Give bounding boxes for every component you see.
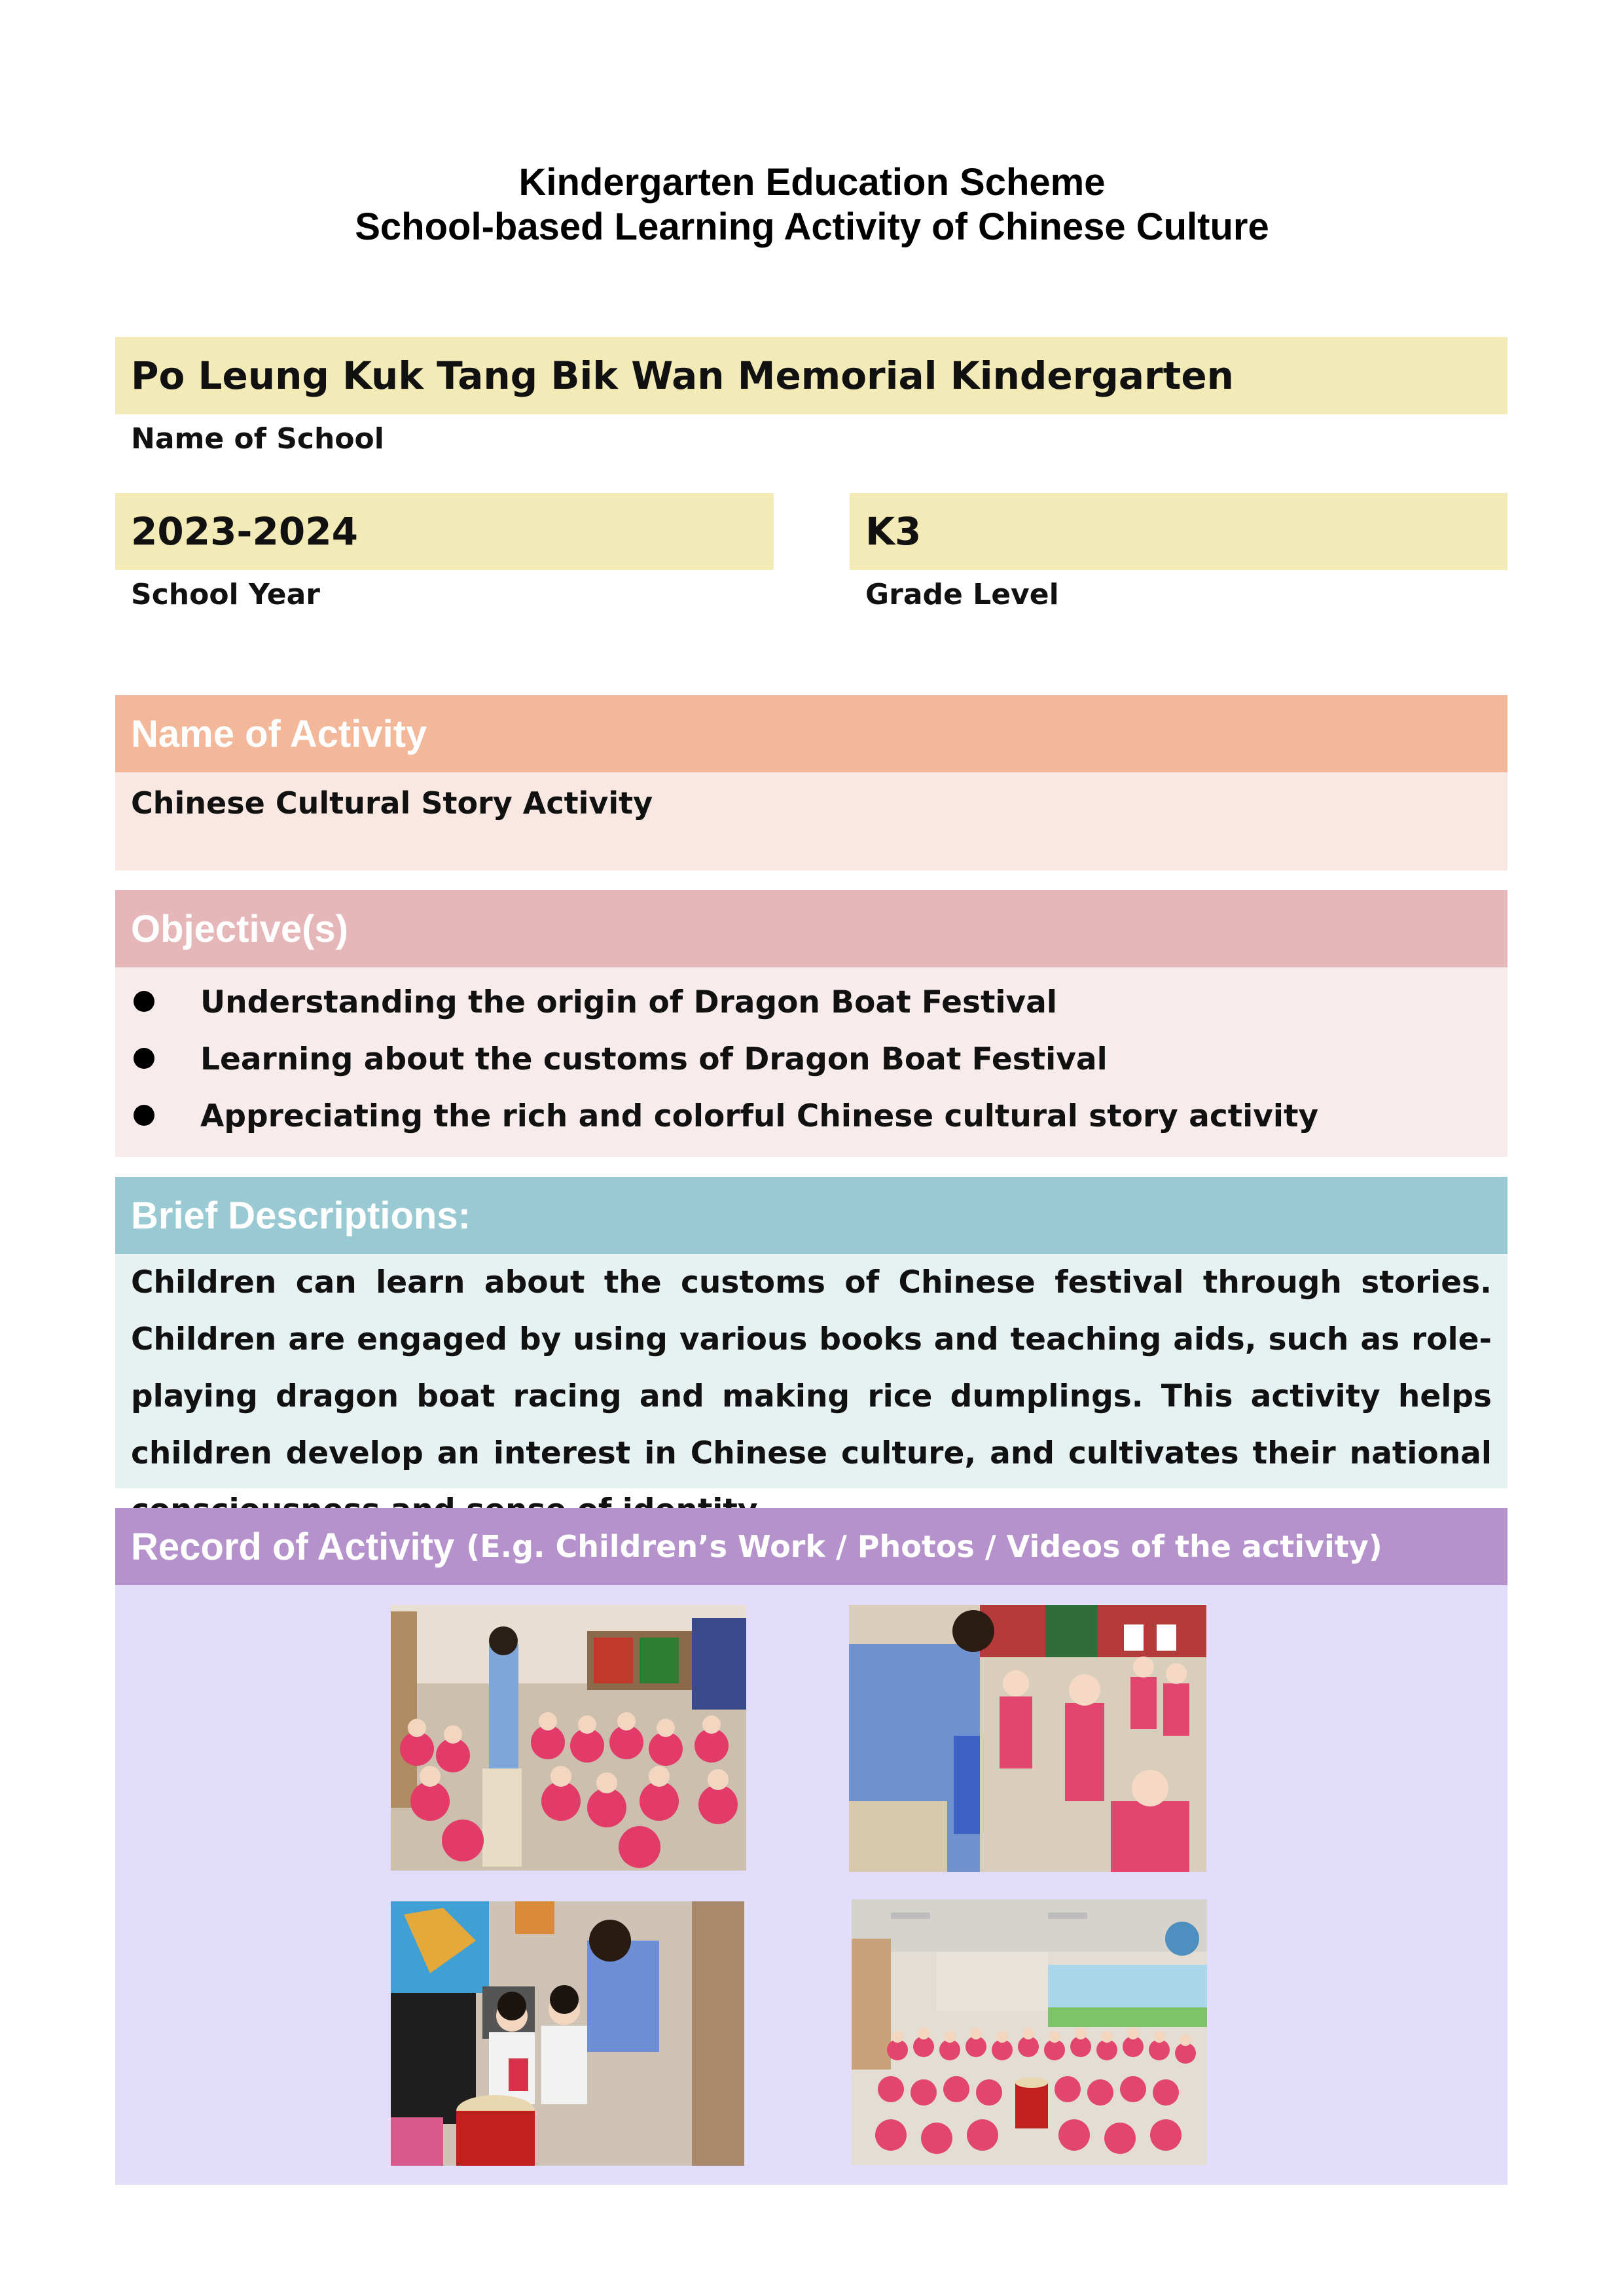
activity-photo-interaction — [849, 1605, 1206, 1872]
bullet-icon — [134, 1048, 154, 1069]
grade-level-caption: Grade Level — [865, 578, 1059, 611]
description-text: Children can learn about the customs of Chinese festival through stories. Children are engaged by using various books and teaching aids, such as role-playing dragon boat racing and making rice dumplings. This activity helps children develop an interest in Chinese culture, and cultivates their national — [131, 1265, 1492, 1471]
title-line-2: School-based Learning Activity of Chinese Culture — [355, 206, 1269, 248]
title-line-1: Kindergarten Education Scheme — [518, 161, 1106, 204]
record-heading: Record of Activity — [131, 1525, 455, 1568]
school-year-value: 2023-2024 — [131, 509, 358, 554]
school-name-field — [115, 337, 1507, 414]
record-subheading: (E.g. Children’s Work / Photos / Videos of the activity) — [466, 1529, 1382, 1564]
objectives-header — [115, 890, 1507, 967]
objective-text: Learning about the customs of Dragon Boat Festival — [200, 1041, 1108, 1077]
objective-item — [134, 1088, 1492, 1145]
activity-photo-group — [852, 1899, 1207, 2165]
grade-level-field — [850, 493, 1507, 570]
objective-text: Appreciating the rich and colorful Chinese cultural story activity — [200, 1098, 1319, 1134]
objectives-body — [115, 967, 1507, 1157]
objectives-list — [134, 974, 1492, 1145]
activity-header — [115, 695, 1507, 772]
objective-item — [134, 1031, 1492, 1088]
activity-body — [115, 772, 1507, 870]
record-header — [115, 1508, 1507, 1585]
description-header — [115, 1177, 1507, 1254]
bullet-icon — [134, 1105, 154, 1126]
activity-heading: Name of Activity — [131, 712, 427, 755]
bullet-icon — [134, 991, 154, 1012]
activity-name: Chinese Cultural Story Activity — [131, 785, 653, 821]
activity-photo-drum — [391, 1901, 744, 2166]
description-body — [115, 1254, 1507, 1488]
school-year-field — [115, 493, 774, 570]
grade-level-value: K3 — [865, 509, 922, 554]
objective-item — [134, 974, 1492, 1031]
objectives-heading: Objective(s) — [131, 907, 348, 950]
document-title — [0, 160, 1624, 249]
school-name-value: Po Leung Kuk Tang Bik Wan Memorial Kindergarten — [131, 353, 1234, 398]
school-year-caption: School Year — [131, 578, 321, 611]
school-name-caption: Name of School — [131, 422, 384, 456]
record-body — [115, 1585, 1507, 2185]
objective-text: Understanding the origin of Dragon Boat Festival — [200, 984, 1058, 1020]
description-heading: Brief Descriptions: — [131, 1194, 471, 1237]
activity-photo-storytelling — [391, 1605, 746, 1871]
